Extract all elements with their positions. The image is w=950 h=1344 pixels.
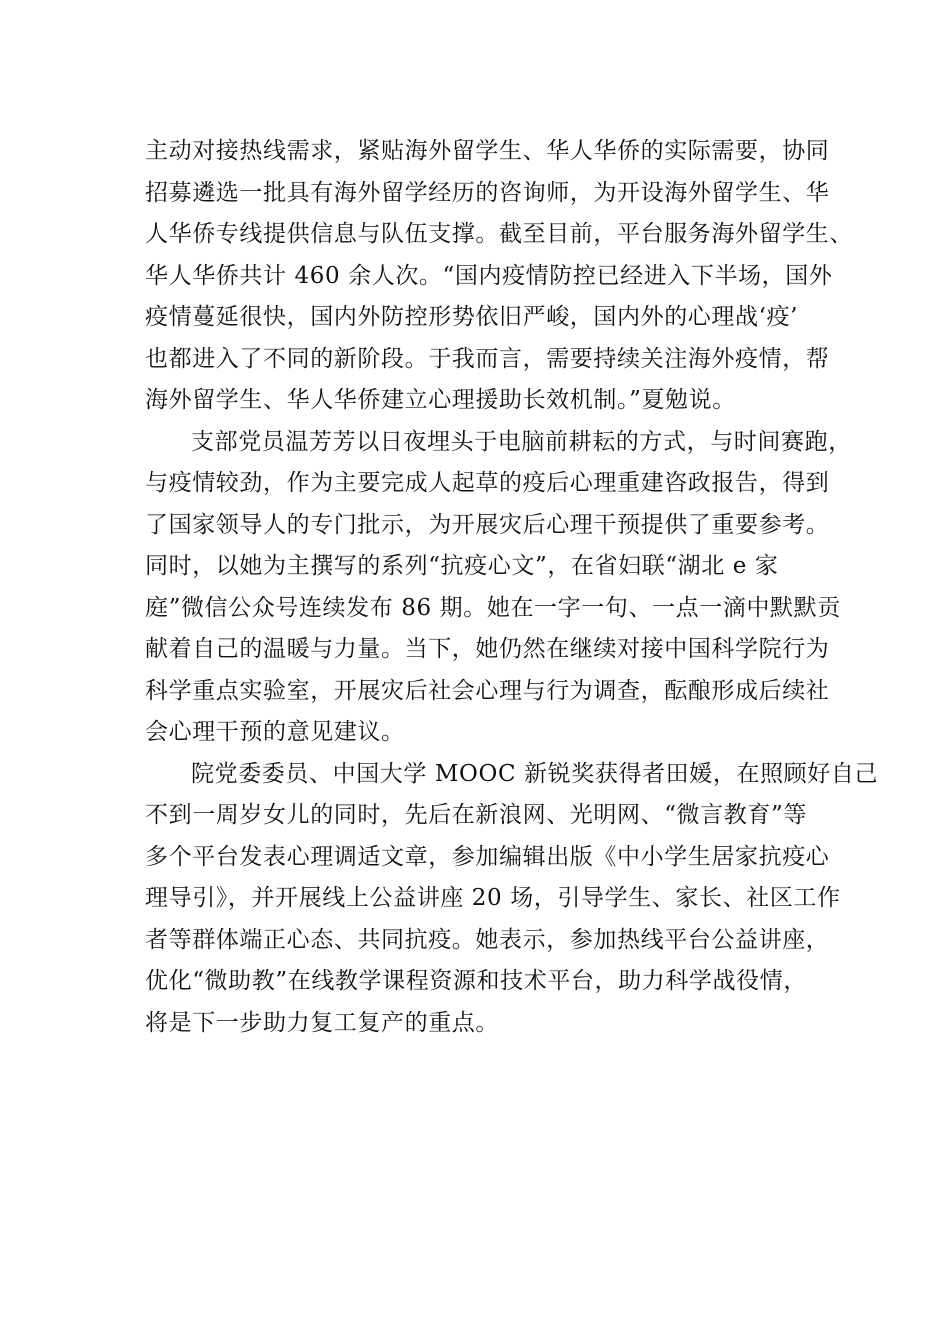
text-line: 疫情蔓延很快，国内外防控形势依旧严峻，国内外的心理战‘疫’ <box>145 304 799 330</box>
text-line: 也都进入了不同的新阶段。于我而言，需要持续关注海外疫情，帮 <box>145 345 830 372</box>
text-line: 主动对接热线需求，紧贴海外留学生、华人华侨的实际需要，协同 <box>145 138 830 164</box>
text-line: 院党委委员、中国大学 MOOC 新锐奖获得者田媛，在照顾好自己 <box>191 760 879 787</box>
text-line: 将是下一步助力复工复产的重点。 <box>145 1009 499 1036</box>
text-line: 优化“微助教”在线教学课程资源和技术平台，助力科学战役情， <box>145 968 807 994</box>
text-line: 海外留学生、华人华侨建立心理援助长效机制。”夏勉说。 <box>145 387 736 413</box>
text-line: 庭”微信公众号连续发布 86 期。她在一字一句、一点一滴中默默贡 <box>145 594 841 621</box>
text-line: 了国家领导人的专门批示，为开展灾后心理干预提供了重要参考。 <box>145 511 830 538</box>
text-line: 理导引》，并开展线上公益讲座 20 场，引导学生、家长、社区工作 <box>145 885 841 911</box>
paragraph-3 <box>145 754 879 1045</box>
text-line: 献着自己的温暖与力量。当下，她仍然在继续对接中国科学院行为 <box>145 636 830 662</box>
text-line: 与疫情较劲，作为主要完成人起草的疫后心理重建咨政报告，得到 <box>145 470 830 496</box>
text-line: 同时，以她为主撰写的系列“抗疫心文”，在省妇联“湖北 e 家 <box>145 553 779 579</box>
text-line: 不到一周岁女儿的同时，先后在新浪网、光明网、“微言教育”等 <box>145 802 807 828</box>
text-line: 招募遴选一批具有海外留学经历的咨询师，为开设海外留学生、华 <box>145 179 830 206</box>
text-line: 科学重点实验室，开展灾后社会心理与行为调查，酝酿形成后续社 <box>145 677 830 704</box>
text-line: 人华侨专线提供信息与队伍支撑。截至目前，平台服务海外留学生、 <box>145 221 853 247</box>
text-line: 者等群体端正心态、共同抗疫。她表示，参加热线平台公益讲座， <box>145 926 830 953</box>
text-line: 多个平台发表心理调适文章，参加编辑出版《中小学生居家抗疫心 <box>145 843 830 870</box>
paragraph-2 <box>145 422 852 754</box>
text-line: 支部党员温芳芳以日夜埋头于电脑前耕耘的方式，与时间赛跑， <box>191 428 852 455</box>
text-line: 华人华侨共计 460 余人次。“国内疫情防控已经进入下半场，国外 <box>145 262 833 289</box>
document-body <box>145 131 879 1044</box>
text-line: 会心理干预的意见建议。 <box>145 719 405 745</box>
paragraph-1 <box>145 131 853 422</box>
